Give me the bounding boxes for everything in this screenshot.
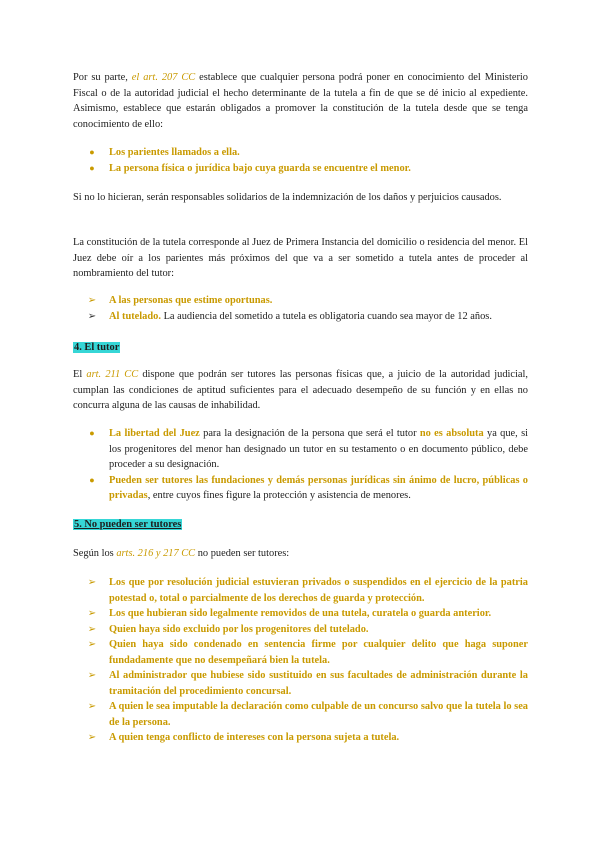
- list-item-text: La audiencia del sometido a tutela es obligatoria cuando sea mayor de 12 años.: [160, 310, 492, 322]
- list-item: [73, 309, 528, 325]
- text: Según los: [73, 548, 117, 559]
- text: Por su parte,: [73, 72, 132, 83]
- list-item-text: A quien tenga conflicto de intereses con la persona sujeta a tutela.: [109, 732, 400, 743]
- list-item: [73, 699, 528, 730]
- tutor-conditions-list: [73, 426, 528, 504]
- list-item: [73, 622, 528, 638]
- highlighted-heading: 5. No pueden ser tutores: [74, 519, 182, 530]
- text: , entre cuyos fines figure la protección y asistencia de menores.: [147, 490, 411, 501]
- article-reference: arts. 216 y 217 CC: [116, 548, 196, 559]
- highlighted-heading: 4. El tutor: [74, 342, 120, 353]
- list-item: [73, 575, 528, 606]
- paragraph-liability: Si no lo hicieran, serán responsables solidarios de la indemnización de los daños y perjuicios causados.: [73, 192, 502, 203]
- bullet-dot-icon: ●: [89, 147, 95, 157]
- list-item-label: Al tutelado.: [109, 310, 161, 322]
- emphasis-text: no es absoluta: [419, 428, 484, 439]
- emphasis-text: La libertad del Juez: [109, 428, 200, 439]
- list-item-text: Los que hubieran sido legalmente removidos de una tutela, curatela o guarda anterior.: [109, 608, 492, 619]
- arrow-bullet-icon: ➢: [87, 310, 97, 322]
- bullet-dot-icon: ●: [89, 474, 95, 485]
- paragraph-art-211: [73, 367, 528, 414]
- list-item-text: A las personas que estime oportunas.: [109, 295, 273, 306]
- list-item-text: La persona física o jurídica bajo cuya guarda se encuentre el menor.: [109, 162, 411, 174]
- bullet-dot-icon: ●: [89, 428, 95, 438]
- arrow-bullet-icon: ➢: [87, 577, 97, 588]
- bullet-dot-icon: ●: [89, 162, 95, 173]
- list-item: [73, 473, 528, 504]
- paragraph-arts-216-217: [73, 546, 528, 562]
- list-item-text: A quien le sea imputable la declaración como culpable de un concurso salvo que la tutela lo sea de la persona.: [109, 701, 528, 728]
- text: ya que, si los progenitores del menor han designado un tutor en su testamento o en documento público, debe proceder a su designación.: [109, 428, 529, 470]
- paragraph-constitution: La constitución de la tutela corresponde al Juez de Primera Instancia del domicilio o residencia del menor. El Juez debe oír a los parientes más próximos del que va a ser sometido a tutela antes de proceder al nombramiento del tutor:: [73, 237, 528, 279]
- text: establece que cualquier persona podrá poner en conocimiento del Ministerio Fiscal o de la autoridad judicial el hecho determinante de la tutela a fin de que se dé inicio al expediente. Asimismo, establece que estarán obligados a promover la constitución de la tutela desde que se tenga conocimiento de ello:: [73, 72, 528, 130]
- obligated-persons-list: [73, 145, 528, 176]
- list-item: [73, 161, 528, 177]
- list-item: [73, 426, 528, 473]
- list-item: [73, 730, 528, 746]
- arrow-bullet-icon: ➢: [87, 732, 97, 743]
- text: El: [73, 369, 87, 380]
- section-heading-not-tutors: [73, 517, 528, 533]
- arrow-bullet-icon: ➢: [87, 670, 97, 681]
- list-item-text: Los que por resolución judicial estuvieran privados o suspendidos en el ejercicio de la patria potestad o, total o parcialmente de los derechos de guarda y protección.: [109, 577, 528, 604]
- list-item: [73, 606, 528, 622]
- list-item: [73, 637, 528, 668]
- list-item-text: Los parientes llamados a ella.: [109, 147, 240, 158]
- paragraph-art-207: [73, 70, 528, 132]
- arrow-bullet-icon: ➢: [87, 608, 97, 619]
- list-item: [73, 668, 528, 699]
- emphasis-text: Pueden ser tutores las fundaciones y demás personas jurídicas sin ánimo de lucro, públicas o privadas: [109, 474, 528, 501]
- text: para la designación de la persona que será el tutor: [199, 428, 420, 439]
- hearing-list: [73, 293, 528, 324]
- excluded-persons-list: [73, 575, 528, 746]
- text: dispone que podrán ser tutores las personas físicas que, a juicio de la autoridad judicial, cumplan las condiciones de aptitud suficientes para el adecuado desempeño de su función y en ellas no concurra alguna de las causas de inhabilidad.: [73, 369, 528, 411]
- article-reference: el art. 207 CC: [131, 72, 196, 83]
- article-reference: art. 211 CC: [86, 369, 139, 380]
- arrow-bullet-icon: ➢: [87, 701, 97, 712]
- list-item-text: Quien haya sido excluido por los progenitores del tutelado.: [109, 623, 369, 635]
- list-item-text: Quien haya sido condenado en sentencia firme por cualquier delito que haga suponer fundadamente que no desempeñará bien la tutela.: [109, 639, 528, 666]
- list-item-text: Al administrador que hubiese sido sustituido en sus facultades de administración durante la tramitación del procedimiento concursal.: [109, 670, 528, 697]
- arrow-bullet-icon: ➢: [87, 639, 97, 650]
- section-heading-tutor: [73, 340, 528, 356]
- arrow-bullet-icon: ➢: [87, 295, 97, 306]
- list-item: [73, 145, 528, 161]
- text: no pueden ser tutores:: [195, 548, 290, 559]
- arrow-bullet-icon: ➢: [87, 623, 97, 635]
- list-item: [73, 293, 528, 309]
